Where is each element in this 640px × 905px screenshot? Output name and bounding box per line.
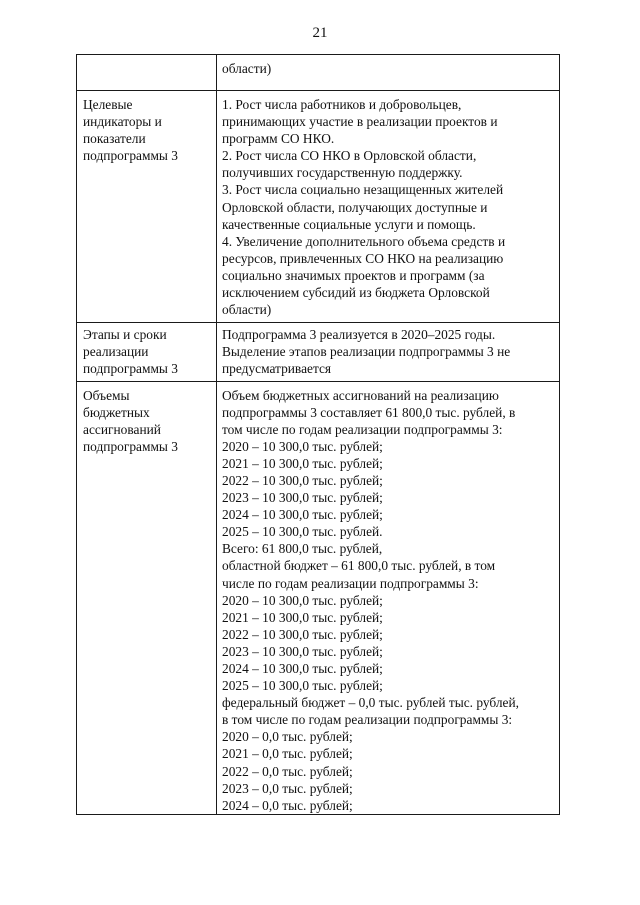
value-line: 2021 – 0,0 тыс. рублей;	[222, 746, 353, 762]
label-line: подпрограммы 3	[83, 361, 178, 377]
value-line: 2022 – 10 300,0 тыс. рублей;	[222, 626, 383, 642]
value-line: 2024 – 10 300,0 тыс. рублей;	[222, 507, 383, 523]
value-line: 2023 – 0,0 тыс. рублей;	[222, 780, 353, 796]
label-line: Этапы и сроки	[83, 327, 167, 343]
value-line: 2021 – 10 300,0 тыс. рублей;	[222, 609, 383, 625]
row-label-cell	[77, 323, 217, 381]
row-label-cell	[77, 91, 217, 323]
label-line: индикаторы и	[83, 114, 162, 130]
label-line: подпрограммы 3	[83, 438, 178, 454]
value-line: области)	[222, 61, 272, 76]
label-line: реализации	[83, 344, 149, 360]
label-line: Объемы	[83, 387, 130, 403]
value-line: федеральный бюджет – 0,0 тыс. рублей тыс. рублей,	[222, 695, 520, 711]
value-line: 2020 – 10 300,0 тыс. рублей;	[222, 592, 383, 608]
row-value-cell	[217, 323, 560, 381]
value-line: 2023 – 10 300,0 тыс. рублей;	[222, 643, 383, 659]
value-line: качественные социальные услуги и помощь.	[222, 216, 476, 232]
value-line: Всего: 61 800,0 тыс. рублей,	[222, 541, 383, 557]
table-row-stages	[77, 323, 560, 381]
row-value-cell	[217, 91, 560, 323]
value-line: областной бюджет – 61 800,0 тыс. рублей, в том	[222, 558, 496, 574]
value-line: Орловской области, получающих доступные и	[222, 199, 488, 215]
value-line: Объем бюджетных ассигнований на реализацию	[222, 387, 499, 403]
value-line: предусматривается	[222, 361, 332, 377]
value-line: 2025 – 10 300,0 тыс. рублей.	[222, 524, 383, 540]
value-line: подпрограммы 3 составляет 61 800,0 тыс. рублей, в	[222, 404, 516, 420]
value-line: 2022 – 0,0 тыс. рублей;	[222, 763, 353, 779]
table-row-target-indicators	[77, 91, 560, 323]
value-line: 2024 – 0,0 тыс. рублей;	[222, 797, 353, 813]
value-line: Подпрограмма 3 реализуется в 2020–2025 годы.	[222, 327, 496, 343]
value-line: 2023 – 10 300,0 тыс. рублей;	[222, 490, 383, 506]
value-line: в том числе по годам реализации подпрограммы 3:	[222, 712, 513, 728]
value-line: 2. Рост числа СО НКО в Орловской области,	[222, 148, 477, 164]
value-line: Выделение этапов реализации подпрограммы 3 не	[222, 344, 511, 360]
row-value-cell	[217, 381, 560, 814]
value-line: 2021 – 10 300,0 тыс. рублей;	[222, 455, 383, 471]
value-line: 4. Увеличение дополнительного объема средств и	[222, 233, 506, 249]
label-line: Целевые	[83, 97, 133, 112]
value-line: 2020 – 10 300,0 тыс. рублей;	[222, 438, 383, 454]
value-line: ресурсов, привлеченных СО НКО на реализацию	[222, 250, 504, 266]
value-line: 2024 – 10 300,0 тыс. рублей;	[222, 661, 383, 676]
value-line: программ СО НКО.	[222, 131, 335, 147]
label-line: бюджетных	[83, 404, 150, 420]
value-line: 1. Рост числа работников и добровольцев,	[222, 97, 462, 112]
row-label-cell	[77, 55, 217, 91]
table-row-continuation	[77, 55, 560, 91]
page-number: 21	[312, 25, 328, 41]
row-label-cell	[77, 381, 217, 814]
value-line: исключением субсидий из бюджета Орловской	[222, 285, 490, 301]
value-line: 2025 – 10 300,0 тыс. рублей;	[222, 678, 383, 694]
table-row-budget	[77, 381, 560, 814]
value-line: социально значимых проектов и программ (за	[222, 267, 485, 283]
value-line: области)	[222, 302, 272, 318]
value-line: принимающих участие в реализации проектов и	[222, 114, 498, 130]
label-line: подпрограммы 3	[83, 148, 178, 164]
value-line: том числе по годам реализации подпрограммы 3:	[222, 421, 503, 437]
label-line: показатели	[83, 131, 146, 147]
row-value-cell	[217, 55, 560, 91]
value-line: 3. Рост числа социально незащищенных жителей	[222, 182, 504, 198]
value-line: получивших государственную поддержку.	[222, 165, 463, 181]
value-line: числе по годам реализации подпрограммы 3:	[222, 575, 479, 591]
passport-table	[76, 54, 560, 815]
label-line: ассигнований	[83, 421, 161, 437]
value-line: 2020 – 0,0 тыс. рублей;	[222, 729, 353, 745]
value-line: 2022 – 10 300,0 тыс. рублей;	[222, 472, 383, 488]
